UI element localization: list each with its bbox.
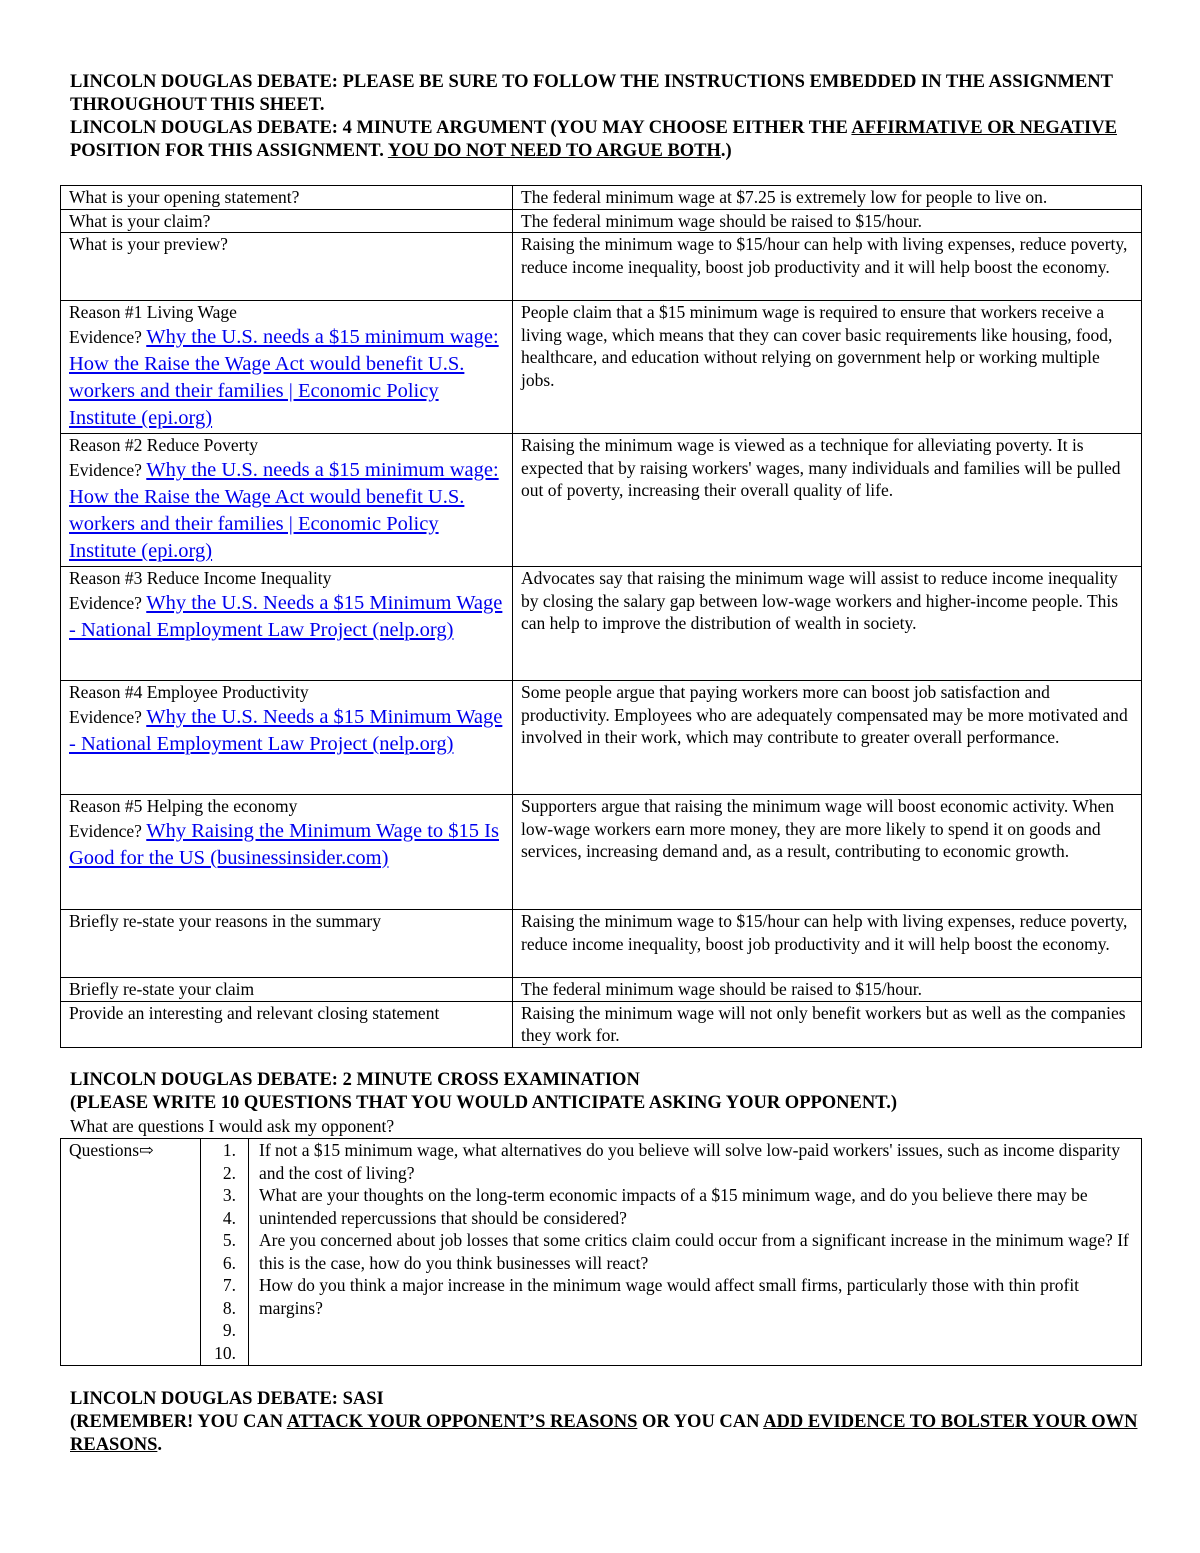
prompt-cell: Briefly re-state your claim — [61, 978, 513, 1002]
reason-cell — [61, 795, 513, 910]
cross-exam-subheading: What are questions I would ask my opponent? — [70, 1116, 395, 1136]
reason-title: Reason #3 Reduce Income Inequality — [69, 568, 332, 588]
answer-cell: Supporters argue that raising the minimum wage will boost economic activity. When low-wage workers earn more money, they are more likely to spend it on goods and services, increasing demand and, as a result, contributing to economic growth. — [513, 795, 1142, 910]
table-row — [61, 567, 1142, 681]
list-item: If not a $15 minimum wage, what alternatives do you believe will solve low-paid workers' issues, such as income disparity and the cost of living? — [259, 1140, 1120, 1183]
answer-cell: Raising the minimum wage is viewed as a technique for alleviating poverty. It is expected that by raising workers' wages, many individuals and families will be pulled out of poverty, increasing their overall quality of life. — [513, 434, 1142, 567]
list-item: How do you think a major increase in the minimum wage would affect small firms, particularly those with thin profit margins? — [259, 1275, 1080, 1318]
table-row — [61, 209, 1142, 233]
reason-cell — [61, 434, 513, 567]
table-row — [61, 681, 1142, 795]
evidence-link[interactable]: Why the U.S. Needs a $15 Minimum Wage - National Employment Law Project (nelp.org) — [69, 591, 503, 641]
argument-table — [60, 185, 1142, 1048]
questions-label: Questions⇨ — [61, 1139, 201, 1366]
table-row — [61, 301, 1142, 434]
answer-cell: Raising the minimum wage will not only benefit workers but as well as the companies they work for. — [513, 1001, 1142, 1047]
reason-title: Reason #1 Living Wage — [69, 302, 237, 322]
questions-table — [60, 1138, 1142, 1366]
list-item: What are your thoughts on the long-term economic impacts of a $15 minimum wage, and do you believe there may be unintended repercussions that should be considered? — [259, 1185, 1088, 1228]
prompt-cell: What is your claim? — [61, 209, 513, 233]
answer-cell: The federal minimum wage at $7.25 is extremely low for people to live on. — [513, 186, 1142, 210]
answer-cell: Advocates say that raising the minimum wage will assist to reduce income inequality by closing the salary gap between low-wage workers and higher-income people. This can help to improve the distribution of wealth in society. — [513, 567, 1142, 681]
evidence-label: Evidence? — [69, 459, 147, 480]
evidence-link[interactable]: Why Raising the Minimum Wage to $15 Is Good for the US (businessinsider.com) — [69, 819, 499, 869]
instructions-line: LINCOLN DOUGLAS DEBATE: PLEASE BE SURE TO FOLLOW THE INSTRUCTIONS EMBEDDED IN THE ASSIGNMENT THROUGHOUT THIS SHEET. — [70, 72, 1113, 115]
evidence-label: Evidence? — [69, 592, 147, 613]
argument-heading: LINCOLN DOUGLAS DEBATE: 4 MINUTE ARGUMENT (YOU MAY CHOOSE EITHER THE AFFIRMATIVE OR NEGATIVE POSITION FOR THIS ASSIGNMENT. YOU DO NOT NEED TO ARGUE BOTH.) — [70, 118, 1117, 161]
table-row — [61, 186, 1142, 210]
reason-cell — [61, 567, 513, 681]
prompt-cell: Provide an interesting and relevant closing statement — [61, 1001, 513, 1047]
question-list — [249, 1139, 1142, 1366]
prompt-cell: What is your preview? — [61, 233, 513, 301]
sasi-heading: LINCOLN DOUGLAS DEBATE: SASI (REMEMBER! YOU CAN ATTACK YOUR OPPONENT’S REASONS OR YOU CAN ADD EVIDENCE TO BOLSTER YOUR OWN REASONS. — [70, 1388, 1140, 1457]
question-numbers: 1. 2. 3. 4. 5. 6. 7. 8. 9. 10. — [201, 1139, 249, 1366]
answer-cell: Raising the minimum wage to $15/hour can help with living expenses, reduce poverty, reduce income inequality, boost job productivity and it will help boost the economy. — [513, 910, 1142, 978]
reason-title: Reason #4 Employee Productivity — [69, 682, 309, 702]
instructions-heading — [70, 71, 1140, 163]
evidence-link[interactable]: Why the U.S. Needs a $15 Minimum Wage - National Employment Law Project (nelp.org) — [69, 705, 503, 755]
answer-cell: Raising the minimum wage to $15/hour can help with living expenses, reduce poverty, reduce income inequality, boost job productivity and it will help boost the economy. — [513, 233, 1142, 301]
evidence-label: Evidence? — [69, 820, 147, 841]
reason-title: Reason #2 Reduce Poverty — [69, 435, 259, 455]
table-row — [61, 978, 1142, 1002]
table-row — [61, 910, 1142, 978]
reason-title: Reason #5 Helping the economy — [69, 796, 298, 816]
table-row — [61, 795, 1142, 910]
table-row — [61, 1001, 1142, 1047]
answer-cell: The federal minimum wage should be raised to $15/hour. — [513, 978, 1142, 1002]
table-row — [61, 1139, 1142, 1366]
sasi-instruction: (REMEMBER! YOU CAN ATTACK YOUR OPPONENT’S REASONS OR YOU CAN ADD EVIDENCE TO BOLSTER YOUR OWN REASONS. — [70, 1412, 1138, 1455]
reason-cell — [61, 681, 513, 795]
table-row — [61, 233, 1142, 301]
evidence-label: Evidence? — [69, 326, 147, 347]
prompt-cell: What is your opening statement? — [61, 186, 513, 210]
prompt-cell: Briefly re-state your reasons in the summary — [61, 910, 513, 978]
answer-cell: The federal minimum wage should be raised to $15/hour. — [513, 209, 1142, 233]
evidence-link[interactable]: Why the U.S. needs a $15 minimum wage: How the Raise the Wage Act would benefit U.S. workers and their families | Economic Policy Institute (epi.org) — [69, 458, 499, 562]
evidence-label: Evidence? — [69, 706, 147, 727]
reason-cell — [61, 301, 513, 434]
list-item: Are you concerned about job losses that some critics claim could occur from a significant increase in the minimum wage? If this is the case, how do you think businesses will react? — [259, 1230, 1129, 1273]
table-row — [61, 434, 1142, 567]
answer-cell: Some people argue that paying workers more can boost job satisfaction and productivity. Employees who are adequately compensated may be more motivated and involved in their work, which may contribute to greater overall performance. — [513, 681, 1142, 795]
evidence-link[interactable]: Why the U.S. needs a $15 minimum wage: How the Raise the Wage Act would benefit U.S. workers and their families | Economic Policy Institute (epi.org) — [69, 325, 499, 429]
cross-exam-heading: LINCOLN DOUGLAS DEBATE: 2 MINUTE CROSS EXAMINATION (PLEASE WRITE 10 QUESTIONS THAT YOU WOULD ANTICIPATE ASKING YOUR OPPONENT.) — [70, 1070, 897, 1113]
answer-cell: People claim that a $15 minimum wage is required to ensure that workers receive a living wage, which means that they can cover basic requirements like housing, food, healthcare, and education without relying on government help or working multiple jobs. — [513, 301, 1142, 434]
